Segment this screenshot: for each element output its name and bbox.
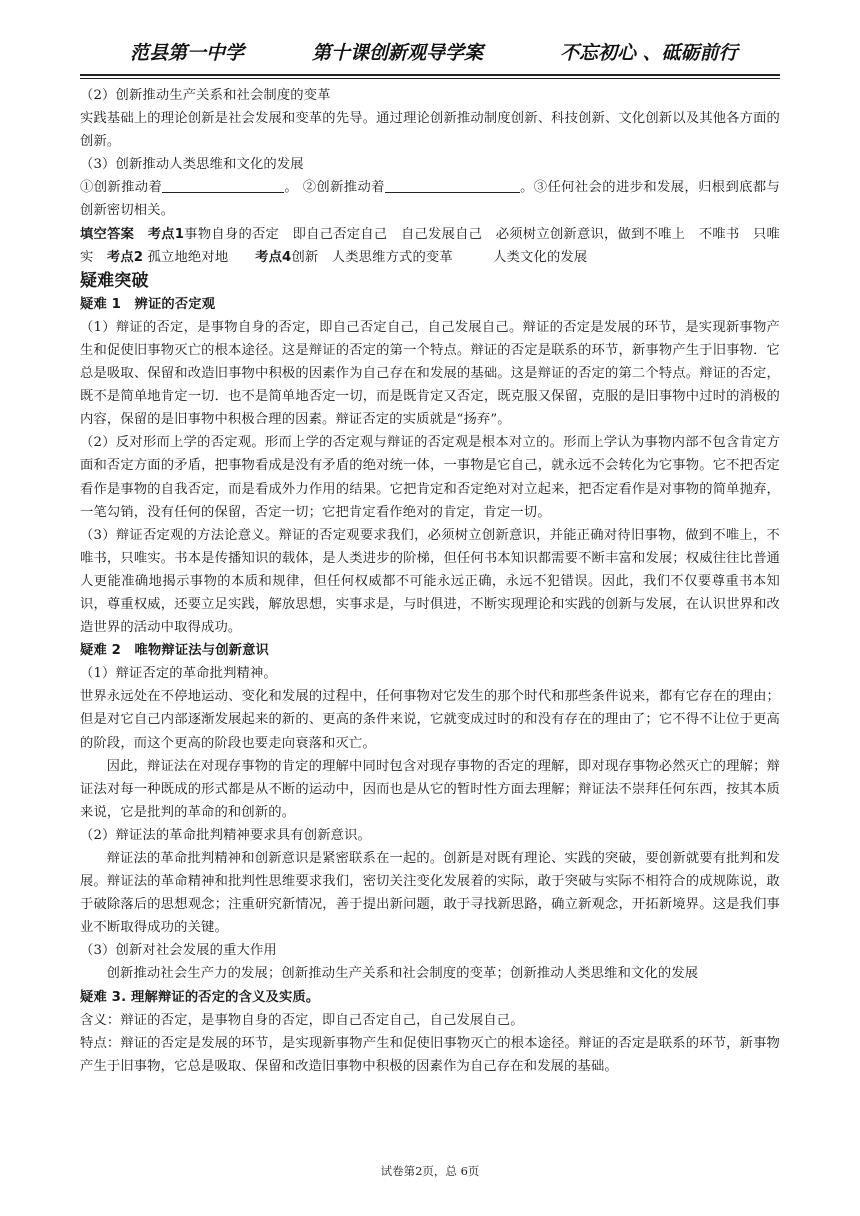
difficulty-1-heading: 疑难 1 辨证的否定观 bbox=[80, 296, 216, 312]
answer-text: 孤立地绝对地 bbox=[143, 249, 256, 265]
paragraph: 实践基础上的理论创新是社会发展和变革的先导。通过理论创新推动制度创新、科技创新、文化创新以及其他各方面的创新。 bbox=[80, 111, 780, 150]
kaodian-2-label: 考点2 bbox=[106, 249, 144, 265]
header-rule-thin bbox=[80, 78, 780, 79]
answer-text: 创新 人类思维方式的变革 人类文化的发展 bbox=[291, 249, 588, 265]
paragraph: 辩证法的革命批判精神和创新意识是紧密联系在一起的。创新是对既有理论、实践的突破，要创新就要有批判和发展。辩证法的革命精神和批判性思维要求我们，密切关注变化发展着的实际，敢于突破与实际不相符合的成规陈说，敢于破除落后的思想观念；注重研究新情况，善于提出新问题，敢于寻找新思路，确立新观念，开拓新境界。这是我们事业不断取得成功的关键。 bbox=[80, 851, 780, 936]
paragraph: （1）辩证的否定，是事物自身的否定，即自己否定自己，自己发展自己。辩证的否定是发展的环节，是实现新事物产生和促使旧事物灭亡的根本途径。这是辩证的否定的第一个特点。辩证的否定是联系的环节，新事物产生于旧事物．它总是吸取、保留和改造旧事物中积极的因素作为自己存在和发展的基础。这是辩证的否定的第二个特点。辩证的否定，既不是简单地肯定一切．也不是简单地否定一切，而是既肯定又否定，既克服又保留，克服的是旧事物中过时的消极的内容，保留的是旧事物中积极合理的因素。辩证否定的实质就是“扬弃”。 bbox=[80, 319, 780, 428]
page-content bbox=[80, 84, 780, 1078]
text: 。③任何社会的进步和发展，归根到底都与创新密切相关。 bbox=[80, 180, 780, 219]
paragraph: 含义：辩证的否定，是事物自身的否定，即自己否定自己，自己发展自己。 bbox=[80, 1012, 524, 1028]
paragraph: （3）辩证否定观的方法论意义。辩证的否定观要求我们，必须树立创新意识，并能正确对待旧事物，做到不唯上，不唯书，只唯实。书本是传播知识的载体，是人类进步的阶梯，但任何书本知识都需要不断丰富和发展；权威往往比普通人更能准确地揭示事物的本质和规律，但任何权威都不可能永远正确，永远不犯错误。因此，我们不仅要尊重书本知识，尊重权威，还要立足实践，解放思想，实事求是，与时俱进，不断实现理论和实践的创新与发展，在认识世界和改造世界的活动中取得成功。 bbox=[80, 527, 780, 636]
kaodian-1-label: 考点1 bbox=[147, 226, 185, 242]
kaodian-4-label: 考点4 bbox=[255, 249, 292, 265]
paragraph: 特点：辩证的否定是发展的环节，是实现新事物产生和促使旧事物灭亡的根本途径。辩证的否定是联系的环节，新事物产生于旧事物，它总是吸取、保留和改造旧事物中积极的因素作为自己存在和发展的基础。 bbox=[80, 1035, 780, 1074]
answer-text: 事物自身的否定 即自己否定自己 自己发展自己 必须树立创新意识，做到不唯上 不唯书 只唯实 bbox=[80, 226, 780, 265]
page-header bbox=[80, 34, 780, 70]
paragraph: （2）反对形而上学的否定观。形而上学的否定观与辩证的否定观是根本对立的。形而上学认为事物内部不包含肯定方面和否定方面的矛盾，把事物看成是没有矛盾的绝对统一体，一事物是它自己，就永远不会转化为它事物。它不把否定看作是事物的自我否定，而是看成外力作用的结果。它把肯定和否定绝对对立起来，把否定看作是对事物的简单抛弃，一笔勾销，没有任何的保留，否定一切；它把肯定看作绝对的肯定，肯定一切。 bbox=[80, 435, 780, 520]
answers-label: 填空答案 bbox=[80, 226, 135, 242]
section-heading: 疑难突破 bbox=[80, 270, 149, 291]
blank-line[interactable] bbox=[162, 178, 284, 193]
text: 。 ②创新推动着 bbox=[284, 180, 385, 196]
difficulty-2-heading: 疑难 2 唯物辩证法与创新意识 bbox=[80, 643, 269, 659]
header-rule-thick bbox=[80, 74, 780, 76]
paragraph: 世界永远处在不停地运动、变化和发展的过程中，任何事物对它发生的那个时代和那些条件说来，都有它存在的理由；但是对它自己内部逐渐发展起来的新的、更高的条件来说，它就变成过时的和没有存在的理由了；它不得不让位于更高的阶段，而这个更高的阶段也要走向衰落和灭亡。 bbox=[80, 689, 780, 751]
paragraph: 创新推动社会生产力的发展；创新推动生产关系和社会制度的变革；创新推动人类思维和文化的发展 bbox=[106, 966, 699, 982]
blank-line[interactable] bbox=[385, 178, 520, 193]
difficulty-3-heading: 疑难 3. 理解辩证的否定的含义及实质。 bbox=[80, 989, 320, 1005]
header-motto: 不忘初心 、砥砺前行 bbox=[560, 42, 738, 64]
paragraph: （2）创新推动生产关系和社会制度的变革 bbox=[80, 88, 331, 103]
school-name: 范县第一中学 bbox=[130, 42, 245, 64]
paragraph: 因此，辩证法在对现存事物的肯定的理解中同时包含对现存事物的否定的理解，即对现存事物必然灭亡的理解；辩证法对每一种既成的形式都是从不断的运动中，因而也是从它的暂时性方面去理解；辩证法不崇拜任何东西，按其本质来说，它是批判的革命的和创新的。 bbox=[80, 758, 780, 820]
fill-in-paragraph bbox=[80, 176, 780, 222]
paragraph: （1）辩证否定的革命批判精神。 bbox=[80, 666, 277, 682]
paragraph: （3）创新推动人类思维和文化的发展 bbox=[80, 157, 304, 173]
text: ①创新推动着 bbox=[80, 180, 163, 196]
page-footer: 试卷第2页，总 6页 bbox=[380, 1164, 480, 1178]
paragraph: （2）辩证法的革命批判精神要求具有创新意识。 bbox=[80, 827, 371, 843]
document-title: 第十课创新观导学案 bbox=[312, 42, 484, 64]
paragraph: （3）创新对社会发展的重大作用 bbox=[80, 943, 277, 959]
answers-paragraph bbox=[80, 223, 780, 269]
